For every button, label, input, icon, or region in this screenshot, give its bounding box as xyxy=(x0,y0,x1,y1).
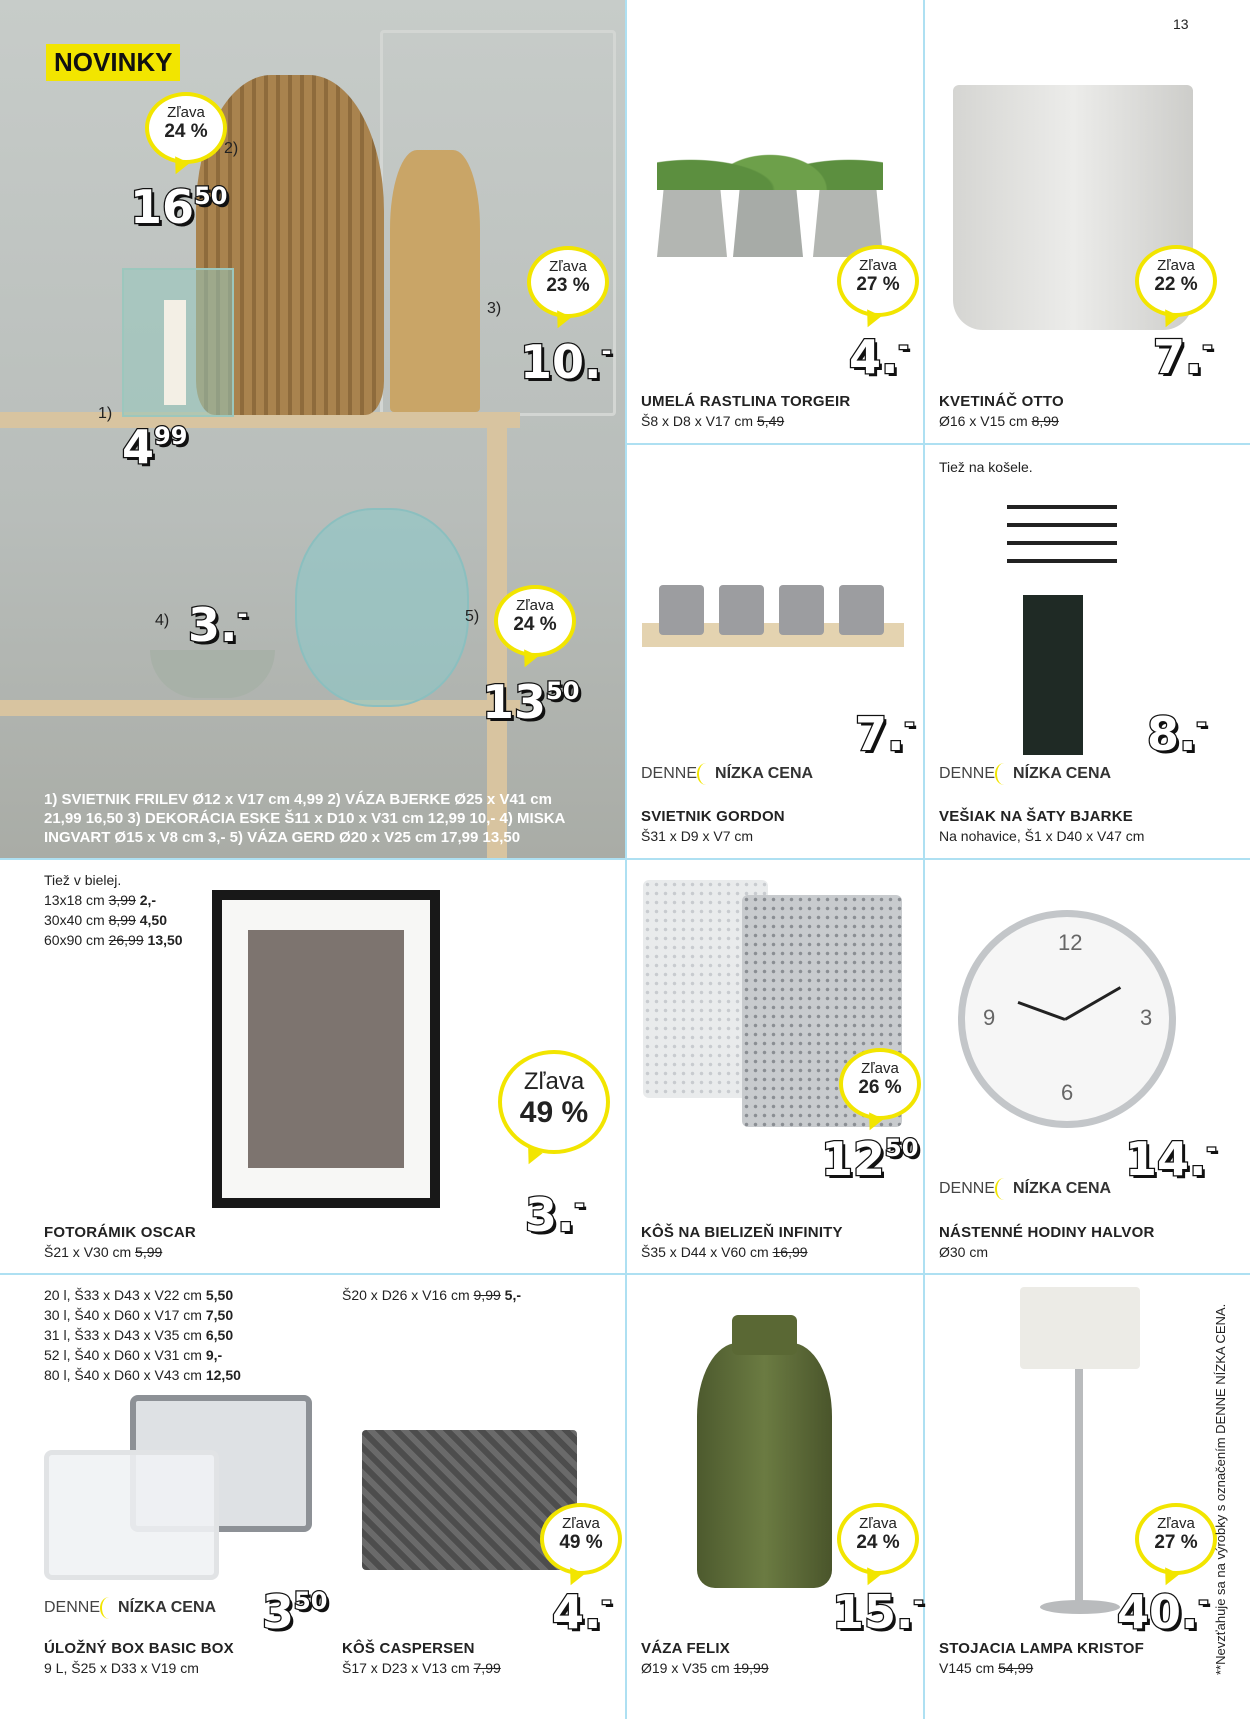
side-note: **Nevzťahuje sa na výrobky s označením DENNE NÍZKA CENA. xyxy=(1213,1303,1228,1675)
clock-number: 9 xyxy=(983,1005,996,1030)
product-note: Tiež na košele. xyxy=(939,459,1033,475)
product-name: ÚLOŽNÝ BOX BASIC BOX xyxy=(44,1640,234,1657)
vase-image xyxy=(697,1343,832,1588)
product-torgeir[interactable] xyxy=(627,0,923,443)
product-desc: Ø30 cm xyxy=(939,1244,989,1260)
hanger-image xyxy=(1007,505,1117,575)
size-row: 80 l, Š40 x D60 x V43 cm 12,50 xyxy=(44,1367,241,1383)
plant-image xyxy=(657,185,727,257)
product-gordon[interactable] xyxy=(627,445,923,858)
price: $12^{50}$ xyxy=(821,1132,919,1186)
daily-low-price-logo: DENNE NÍZKA CENA xyxy=(641,763,813,785)
label-3: 3) xyxy=(487,300,502,317)
hero-caption: 1) SVIETNIK FRILEV Ø12 x V17 cm 4,99 2) VÁZA BJERKE Ø25 x V41 cm 21,99 16,50 3) DEKORÁCIA ESKE Š11 x D10 x V31 cm 12,99 10,- 4) MISKA INGVART Ø15 x V8 cm 3,- 5) VÁZA GERD Ø20 x V25 cm 17,99 13,50 xyxy=(44,791,566,846)
product-desc: Ø19 x V35 cm 19,99 xyxy=(641,1660,769,1676)
product-name: NÁSTENNÉ HODINY HALVOR xyxy=(939,1224,1155,1241)
product-oscar[interactable] xyxy=(0,860,625,1273)
size-row: 30 l, Š40 x D60 x V17 cm 7,50 xyxy=(44,1307,234,1323)
wooden-sculpture-image xyxy=(390,150,480,412)
product-desc: 9 L, Š25 x D33 x V19 cm xyxy=(44,1660,199,1676)
lamp-base-image xyxy=(1040,1600,1120,1614)
product-halvor[interactable] xyxy=(925,860,1250,1273)
page-number: 13 xyxy=(1173,16,1189,32)
daily-low-price-logo: DENNE NÍZKA CENA xyxy=(939,763,1111,785)
price-gerd: $13^{50}$ xyxy=(482,675,580,729)
product-bjarke[interactable] xyxy=(925,445,1250,858)
discount-badge-vase-bjerke: Zľava 24 % xyxy=(145,92,227,164)
product-desc: Š35 x D44 x V60 cm 16,99 xyxy=(641,1244,808,1260)
glass-vase-image xyxy=(295,508,469,707)
price: 3.- xyxy=(525,1188,585,1242)
price-eske: 10.- xyxy=(520,335,612,389)
product-name: FOTORÁMIK OSCAR xyxy=(44,1224,196,1241)
discount-badge: Zľava 49 % xyxy=(540,1503,622,1575)
price: 7.- xyxy=(855,707,915,761)
trousers-image xyxy=(1023,595,1083,755)
size-row: 52 l, Š40 x D60 x V31 cm 9,- xyxy=(44,1347,223,1363)
discount-badge: Zľava 22 % xyxy=(1135,245,1217,317)
price-frilev: $4^{99}$ xyxy=(122,420,188,474)
discount-badge-gerd: Zľava 24 % xyxy=(494,585,576,657)
size-row: 31 l, Š33 x D43 x V35 cm 6,50 xyxy=(44,1327,234,1343)
label-5: 5) xyxy=(465,608,480,625)
price: $3^{50}$ xyxy=(262,1585,328,1639)
clock-number: 12 xyxy=(1058,930,1083,955)
plant-image xyxy=(733,185,803,257)
daily-low-price-logo: DENNE NÍZKA CENA xyxy=(939,1178,1111,1200)
product-name: KÔŠ NA BIELIZEŇ INFINITY xyxy=(641,1224,843,1241)
product-desc: Š17 x D23 x V13 cm 7,99 xyxy=(342,1660,501,1676)
hero-section xyxy=(0,0,625,858)
discount-badge: Zľava 27 % xyxy=(837,245,919,317)
product-name: KÔŠ CASPERSEN xyxy=(342,1640,475,1657)
size-row: 20 l, Š33 x D43 x V22 cm 5,50 xyxy=(44,1287,234,1303)
product-note: Tiež v bielej. xyxy=(44,872,122,888)
size-row: Š20 x D26 x V16 cm 9,99 5,- xyxy=(342,1287,521,1303)
leaves-image xyxy=(657,120,883,190)
frame-artwork xyxy=(248,930,404,1168)
product-otto[interactable] xyxy=(925,0,1250,443)
lamp-shade-image xyxy=(1020,1287,1140,1369)
price-ingvart: 3.- xyxy=(188,598,248,652)
candle-image xyxy=(164,300,186,405)
discount-badge: Zľava 49 % xyxy=(498,1050,610,1154)
product-name: SVIETNIK GORDON xyxy=(641,808,785,825)
candle-holder-image xyxy=(659,585,704,635)
clock-number: 6 xyxy=(1061,1080,1074,1105)
shelf-middle xyxy=(0,700,520,716)
price: 7.- xyxy=(1153,330,1213,384)
product-name: VÁZA FELIX xyxy=(641,1640,730,1657)
price: 4.- xyxy=(849,330,909,384)
product-name: VEŠIAK NA ŠATY BJARKE xyxy=(939,808,1133,825)
clock-number: 3 xyxy=(1140,1005,1153,1030)
novinky-badge: NOVINKY xyxy=(46,44,180,81)
size-row: 13x18 cm 3,99 2,- xyxy=(44,892,157,908)
label-1: 1) xyxy=(98,405,113,422)
product-desc: V145 cm 54,99 xyxy=(939,1660,1034,1676)
product-caspersen[interactable] xyxy=(330,1275,625,1719)
box-image xyxy=(44,1450,219,1580)
price-vase-bjerke: $16^{50}$ xyxy=(130,180,228,234)
label-4: 4) xyxy=(155,612,170,629)
product-desc: Š21 x V30 cm 5,99 xyxy=(44,1244,163,1260)
candle-holder-image xyxy=(839,585,884,635)
price: 14.- xyxy=(1125,1132,1217,1186)
discount-badge: Zľava 24 % xyxy=(837,1503,919,1575)
product-infinity[interactable] xyxy=(627,860,923,1273)
discount-badge: Zľava 26 % xyxy=(839,1048,921,1120)
product-basic-box[interactable] xyxy=(0,1275,328,1719)
product-name: STOJACIA LAMPA KRISTOF xyxy=(939,1640,1144,1657)
discount-badge: Zľava 27 % xyxy=(1135,1503,1217,1575)
size-row: 60x90 cm 26,99 13,50 xyxy=(44,932,183,948)
product-desc: Š8 x D8 x V17 cm 5,49 xyxy=(641,413,785,429)
price: 15.- xyxy=(832,1585,924,1639)
price: 8.- xyxy=(1147,707,1207,761)
lamp-pole-image xyxy=(1075,1369,1083,1604)
vase-neck-image xyxy=(732,1315,797,1355)
discount-badge-eske: Zľava 23 % xyxy=(527,246,609,318)
product-name: UMELÁ RASTLINA TORGEIR xyxy=(641,393,851,410)
product-desc: Na nohavice, Š1 x D40 x V47 cm xyxy=(939,828,1145,844)
candle-holder-image xyxy=(719,585,764,635)
label-2: 2) xyxy=(224,140,239,157)
size-row: 30x40 cm 8,99 4,50 xyxy=(44,912,167,928)
price: 40.- xyxy=(1117,1585,1209,1639)
candle-holder-image xyxy=(779,585,824,635)
product-desc: Ø16 x V15 cm 8,99 xyxy=(939,413,1059,429)
product-name: KVETINÁČ OTTO xyxy=(939,393,1064,410)
daily-low-price-logo: DENNE NÍZKA CENA xyxy=(44,1597,216,1619)
product-kristof[interactable] xyxy=(925,1275,1209,1719)
product-felix[interactable] xyxy=(627,1275,923,1719)
price: 4.- xyxy=(552,1585,612,1639)
product-desc: Š31 x D9 x V7 cm xyxy=(641,828,754,844)
